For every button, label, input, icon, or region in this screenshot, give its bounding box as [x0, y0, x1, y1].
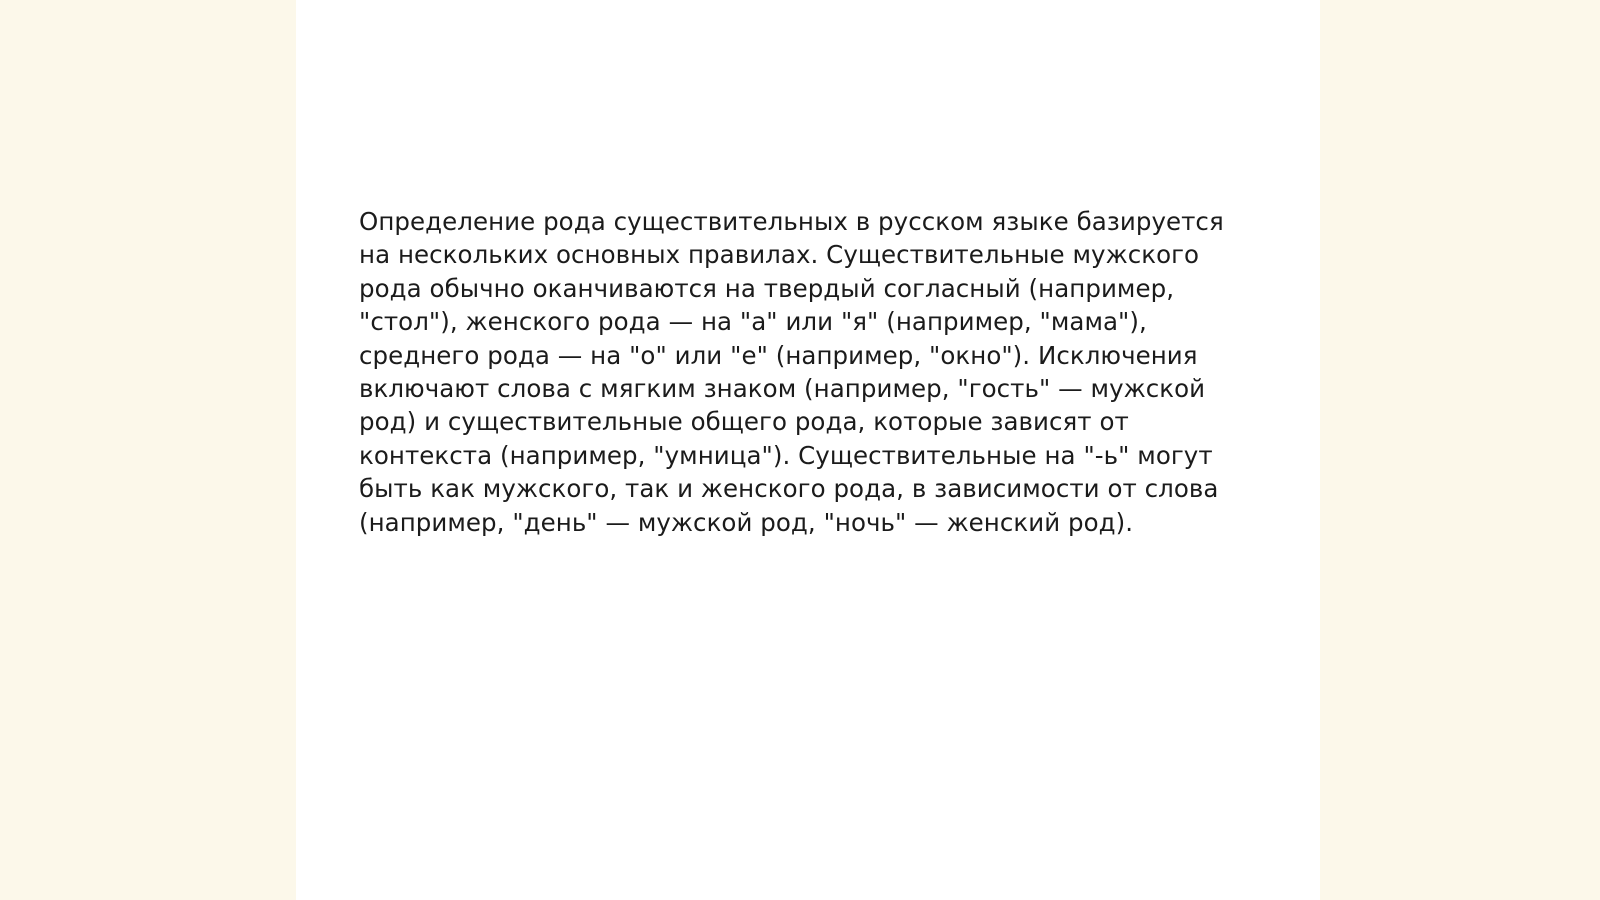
document-page	[296, 0, 1320, 900]
body-paragraph: Определение рода существительных в русском языке базируется на нескольких основных правилах. Существительные мужского рода обычно оканчиваются на твердый согласный (например, "стол"), женского рода — на "а" или "я" (например, "мама"), среднего рода — на "о" или "е" (например, "окно"). Исключения включают слова с мягким знаком (например, "гость" — мужской род) и существительные общего рода, которые зависят от контекста (например, "умница"). Существительные на "-ь" могут быть как мужского, так и женского рода, в зависимости от слова (например, "день" — мужской род, "ночь" — женский род).	[359, 207, 1224, 537]
left-margin	[0, 0, 296, 900]
right-margin	[1320, 0, 1600, 900]
